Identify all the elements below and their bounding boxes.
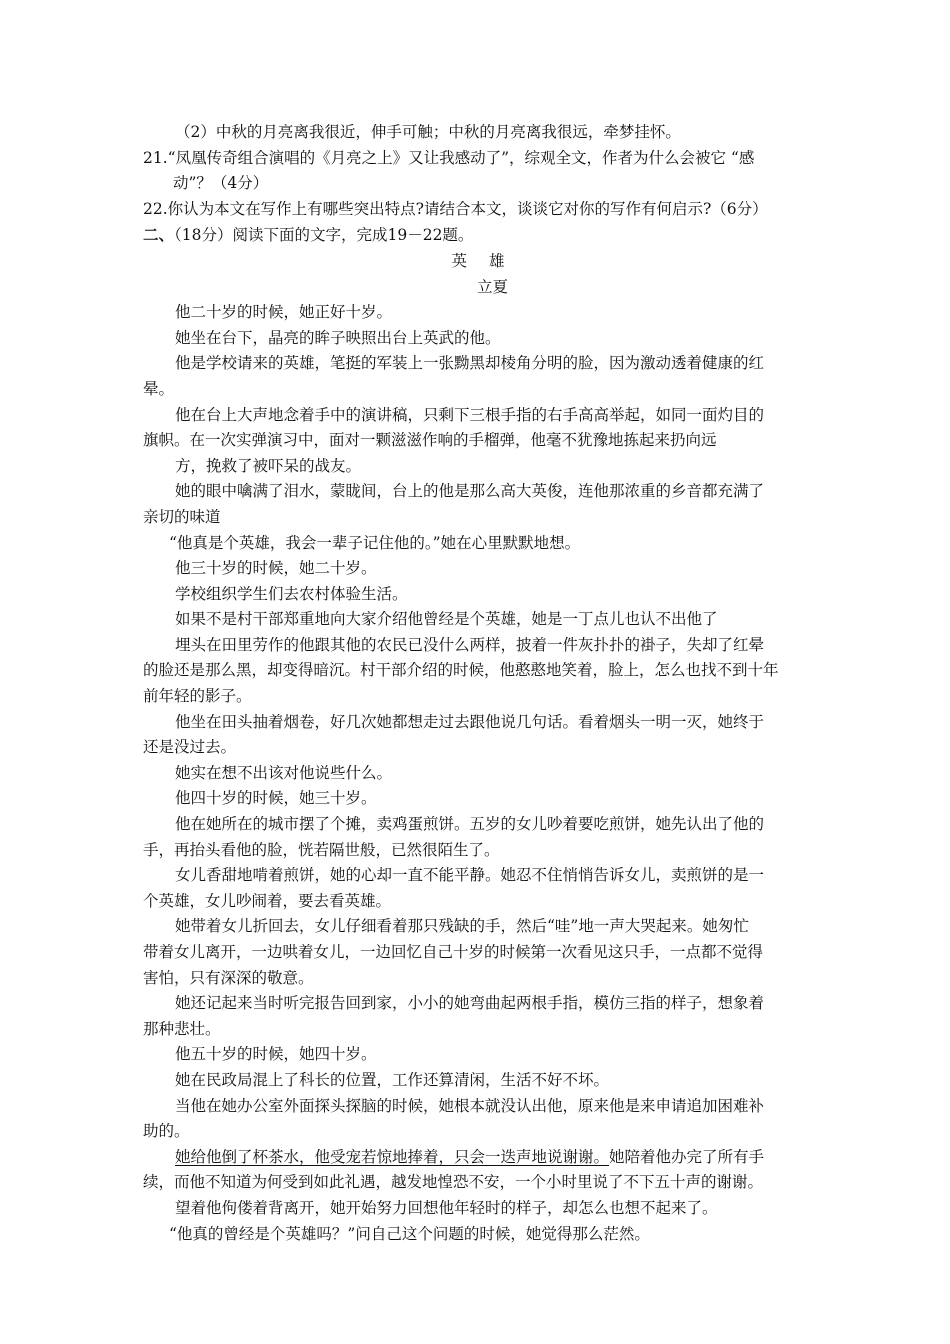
article-title-text: 英雄 bbox=[451, 251, 527, 270]
paragraph: 望着他佝偻着背离开，她开始努力回想他年轻时的样子，却怎么也想不起来了。 bbox=[175, 1198, 718, 1217]
section-heading bbox=[143, 222, 813, 249]
paragraph-cont: 害怕，只有深深的敬意。 bbox=[143, 968, 314, 987]
paragraph: 他三十岁的时候，她二十岁。 bbox=[175, 559, 377, 578]
paragraph-cont: 助的。 bbox=[143, 1122, 190, 1141]
paragraph: 他坐在田头抽着烟卷，好几次她都想走过去跟他说几句话。看着烟头一明一灭，她终于 bbox=[175, 712, 765, 731]
paragraph-cont: 那种悲壮。 bbox=[143, 1019, 221, 1038]
paragraph: 他四十岁的时候，她三十岁。 bbox=[175, 789, 377, 808]
paragraph: 女儿香甜地啃着煎饼，她的心却一直不能平静。她忍不住悄悄告诉女儿，卖煎饼的是一 bbox=[175, 866, 765, 885]
paragraph: 她坐在台下，晶亮的眸子映照出台上英武的他。 bbox=[175, 328, 501, 347]
paragraph-cont: 亲切的味道 bbox=[143, 507, 221, 526]
section-instruction: （18分）阅读下面的文字，完成19－22题。 bbox=[174, 226, 474, 245]
paragraph: 她带着女儿折回去，女儿仔细看着那只残缺的手，然后“哇”地一声大哭起来。她匆忙 bbox=[175, 917, 749, 936]
paragraph-cont: 晕。 bbox=[143, 379, 175, 398]
paragraph: 她还记起来当时听完报告回到家，小小的她弯曲起两根手指，模仿三指的样子，想象着 bbox=[175, 994, 765, 1013]
paragraph-cont: 的脸还是那么黑，却变得暗沉。村干部介绍的时候，他憨憨地笑着，脸上，怎么也找不到十年 bbox=[143, 661, 779, 680]
document-page bbox=[143, 120, 813, 1247]
paragraph: “他真的曾经是个英雄吗？”问自己这个问题的时候，她觉得那么茫然。 bbox=[169, 1224, 650, 1243]
article-author-text: 立夏 bbox=[476, 277, 508, 296]
paragraph: 他是学校请来的英雄，笔挺的军装上一张黝黑却棱角分明的脸，因为激动透着健康的红 bbox=[175, 354, 765, 373]
question-21-cont: 动”？（4分） bbox=[173, 174, 269, 193]
paragraph: 他在她所在的城市摆了个摊，卖鸡蛋煎饼。五岁的女儿吵着要吃煎饼，她先认出了他的 bbox=[175, 815, 765, 834]
paragraph: 她在民政局混上了科长的位置，工作还算清闲，生活不好不坏。 bbox=[175, 1070, 610, 1089]
paragraph: 她实在想不出该对他说些什么。 bbox=[175, 763, 393, 782]
paragraph: 当他在她办公室外面探头探脑的时候，她根本就没认出他，原来他是来申请追加困难补 bbox=[175, 1096, 765, 1115]
question-21: 21.“凤凰传奇组合演唱的《月亮之上》又让我感动了”，综观全文，作者为什么会被它 “感 bbox=[143, 148, 755, 167]
paragraph-cont: 方，挽救了被吓呆的战友。 bbox=[175, 456, 362, 475]
section-number: 二、 bbox=[143, 225, 175, 245]
question-22: 22.你认为本文在写作上有哪些突出特点?请结合本文，谈谈它对你的写作有何启示?（6分） bbox=[143, 199, 768, 218]
paragraph-cont: 前年轻的影子。 bbox=[143, 687, 252, 706]
paragraph: 如果不是村干部郑重地向大家介绍他曾经是个英雄，她是一丁点儿也认不出他了 bbox=[175, 610, 718, 629]
paragraph-cont: 带着女儿离开，一边哄着女儿，一边回忆自己十岁的时候第一次看见这只手，一点都不觉得 bbox=[143, 943, 764, 961]
paragraph: 他在台上大声地念着手中的演讲稿，只剩下三根手指的右手高高举起，如同一面灼目的 bbox=[175, 405, 765, 424]
article-title bbox=[143, 249, 813, 275]
paragraph-cont: 手，再抬头看他的脸，恍若隔世般，已然很陌生了。 bbox=[143, 840, 500, 859]
line-l01: （2）中秋的月亮离我很近，伸手可触；中秋的月亮离我很远，牵梦挂怀。 bbox=[175, 123, 681, 141]
article-author bbox=[143, 275, 813, 301]
paragraph: 埋头在田里劳作的他跟其他的农民已没什么两样，披着一件灰扑扑的褂子，失却了红晕 bbox=[175, 635, 765, 654]
paragraph-cont: 旗帜。在一次实弹演习中，面对一颗滋滋作响的手榴弹，他毫不犹豫地拣起来扔向远 bbox=[143, 431, 717, 450]
paragraph: 他五十岁的时候，她四十岁。 bbox=[175, 1045, 377, 1064]
paragraph: 她的眼中噙满了泪水，蒙眬间，台上的他是那么高大英俊，连他那浓重的乡音都充满了 bbox=[175, 482, 765, 501]
paragraph: “他真是个英雄，我会一辈子记住他的。”她在心里默默地想。 bbox=[169, 533, 581, 552]
paragraph-cont: 个英雄，女儿吵闹着，要去看英雄。 bbox=[143, 891, 392, 910]
sentence-rest: 她陪着他办完了所有手 bbox=[609, 1147, 765, 1166]
paragraph-cont: 还是没过去。 bbox=[143, 738, 237, 757]
underlined-sentence: 她给他倒了杯茶水，他受宠若惊地捧着，只会一迭声地说谢谢。 bbox=[175, 1147, 610, 1166]
paragraph-cont: 续，而他不知道为何受到如此礼遇，越发地惶恐不安，一个小时里说了不下五十声的谢谢。 bbox=[143, 1173, 764, 1192]
paragraph-underlined bbox=[143, 1145, 813, 1171]
paragraph: 学校组织学生们去农村体验生活。 bbox=[175, 584, 408, 603]
paragraph: 他二十岁的时候，她正好十岁。 bbox=[175, 303, 393, 322]
